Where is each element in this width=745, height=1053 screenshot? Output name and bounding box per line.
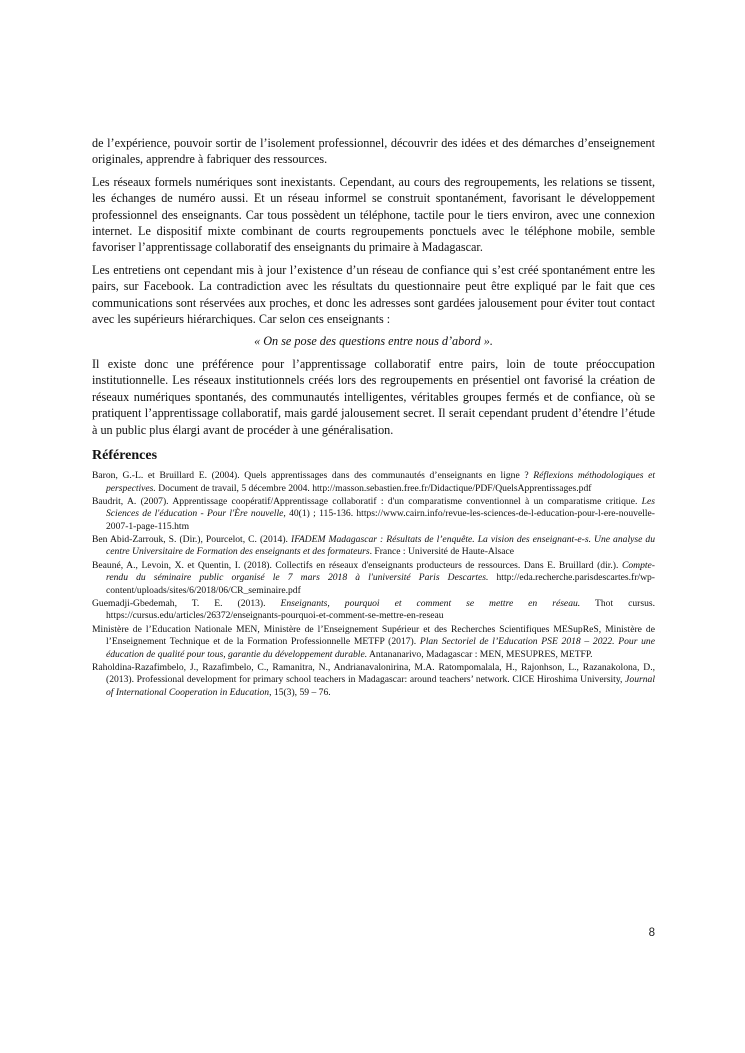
references-heading: Références	[92, 447, 158, 463]
reference-item: Ben Abid-Zarrouk, S. (Dir.), Pourcelot, C. (2014). IFADEM Madagascar : Résultats de l’enquête. La vision des enseignant-e-s. Une analyse du centre Universitaire de Formation des enseignants et des formateurs. France : Université de Haute-Alsace	[92, 533, 655, 558]
closing-paragraph: Il existe donc une préférence pour l’apprentissage collaboratif entre pairs, loin de toute préoccupation institutionnelle. Les réseaux institutionnels créés lors des regroupements en présentiel ont favorisé la création de réseaux numériques spontanés, des communautés intelligentes, véritables groupes fermés et de confiance, où se pratiquent l’apprentissage collaboratif, mais gardé jalousement secret. Il serait cependant prudent d’étendre l’étude à un public plus élargi avant de procéder à une généralisation.	[92, 356, 655, 437]
reference-item: Beauné, A., Levoin, X. et Quentin, I. (2018). Collectifs en réseaux d'enseignants producteurs de ressources. Dans E. Bruillard (dir.). Compte-rendu du séminaire public organisé le 7 mars 2018 à l'université Paris Descartes. http://eda.recherche.parisdescartes.fr/wp-content/uploads/sites/6/2018/06/CR_seminaire.pdf	[92, 559, 655, 596]
interview-quote: « On se pose des questions entre nous d’abord ».	[254, 334, 493, 349]
reference-item: Raholdina-Razafimbelo, J., Razafimbelo, C., Ramanitra, N., Andrianavalonirina, M.A. Ratompomalala, H., Rajonhson, L., Razanakolona, D., (2013). Professional development for primary school teachers in Madagascar: around teachers’ network. CICE Hiroshima University, Journal of International Cooperation in Education, 15(3), 59 – 76.	[92, 661, 655, 698]
body-paragraph-1: de l’expérience, pouvoir sortir de l’isolement professionnel, découvrir des idées et des démarches d’enseignement originales, apprendre à fabriquer des ressources.	[92, 136, 655, 167]
body-paragraph-2: Les réseaux formels numériques sont inexistants. Cependant, au cours des regroupements, les relations se tissent, les échanges de numéro aussi. Et un réseau informel se construit spontanément, favorisant le développement professionnel des enseignants. Car tous possèdent un téléphone, tactile pour le tiers environ, avec une connexion internet. Le dispositif mixte combinant de courts regroupements ponctuels avec le téléphone mobile, semble favoriser l’apprentissage collaboratif des enseignants du primaire à Madagascar.	[92, 174, 655, 255]
references-list	[92, 470, 655, 700]
page-number: 8	[648, 927, 655, 939]
body-paragraph-3: Les entretiens ont cependant mis à jour l’existence d’un réseau de confiance qui s’est créé spontanément entre les pairs, sur Facebook. La contradiction avec les résultats du questionnaire peut être expliqué par le fait que ces communications sont réservées aux proches, et donc les adresses sont gardées jalousement pour éviter tout contact avec les supérieurs hiérarchiques. Car selon ces enseignants :	[92, 262, 655, 327]
reference-item: Ministère de l’Education Nationale MEN, Ministère de l’Enseignement Supérieur et des Recherches Scientifiques MESupReS, Ministère de l’Enseignement Technique et de la Formation Professionnelle METFP (2017). Plan Sectoriel de l’Education PSE 2018 – 2022. Pour une éducation de qualité pour tous, garantie du développement durable. Antananarivo, Madagascar : MEN, MESUPRES, METFP.	[92, 623, 655, 660]
page-content	[92, 135, 655, 700]
reference-item: Baudrit, A. (2007). Apprentissage coopératif/Apprentissage collaboratif : d'un comparatisme conventionnel à un comparatisme critique. Les Sciences de l'éducation - Pour l'Ère nouvelle, 40(1) ; 115-136. https://www.cairn.info/revue-les-sciences-de-l-education-pour-l-ere-nouvelle-2007-1-page-115.htm	[92, 495, 655, 532]
reference-item: Baron, G.-L. et Bruillard E. (2004). Quels apprentissages dans des communautés d’enseignants en ligne ? Réflexions méthodologiques et perspectives. Document de travail, 5 décembre 2004. http://masson.sebastien.free.fr/Didactique/PDF/QuelsApprentissages.pdf	[92, 469, 655, 494]
reference-item: Guemadji-Gbedemah, T. E. (2013). Enseignants, pourquoi et comment se mettre en réseau. Thot cursus. https://cursus.edu/articles/26372/enseignants-pourquoi-et-comment-se-mettre-en-reseau	[92, 597, 655, 622]
